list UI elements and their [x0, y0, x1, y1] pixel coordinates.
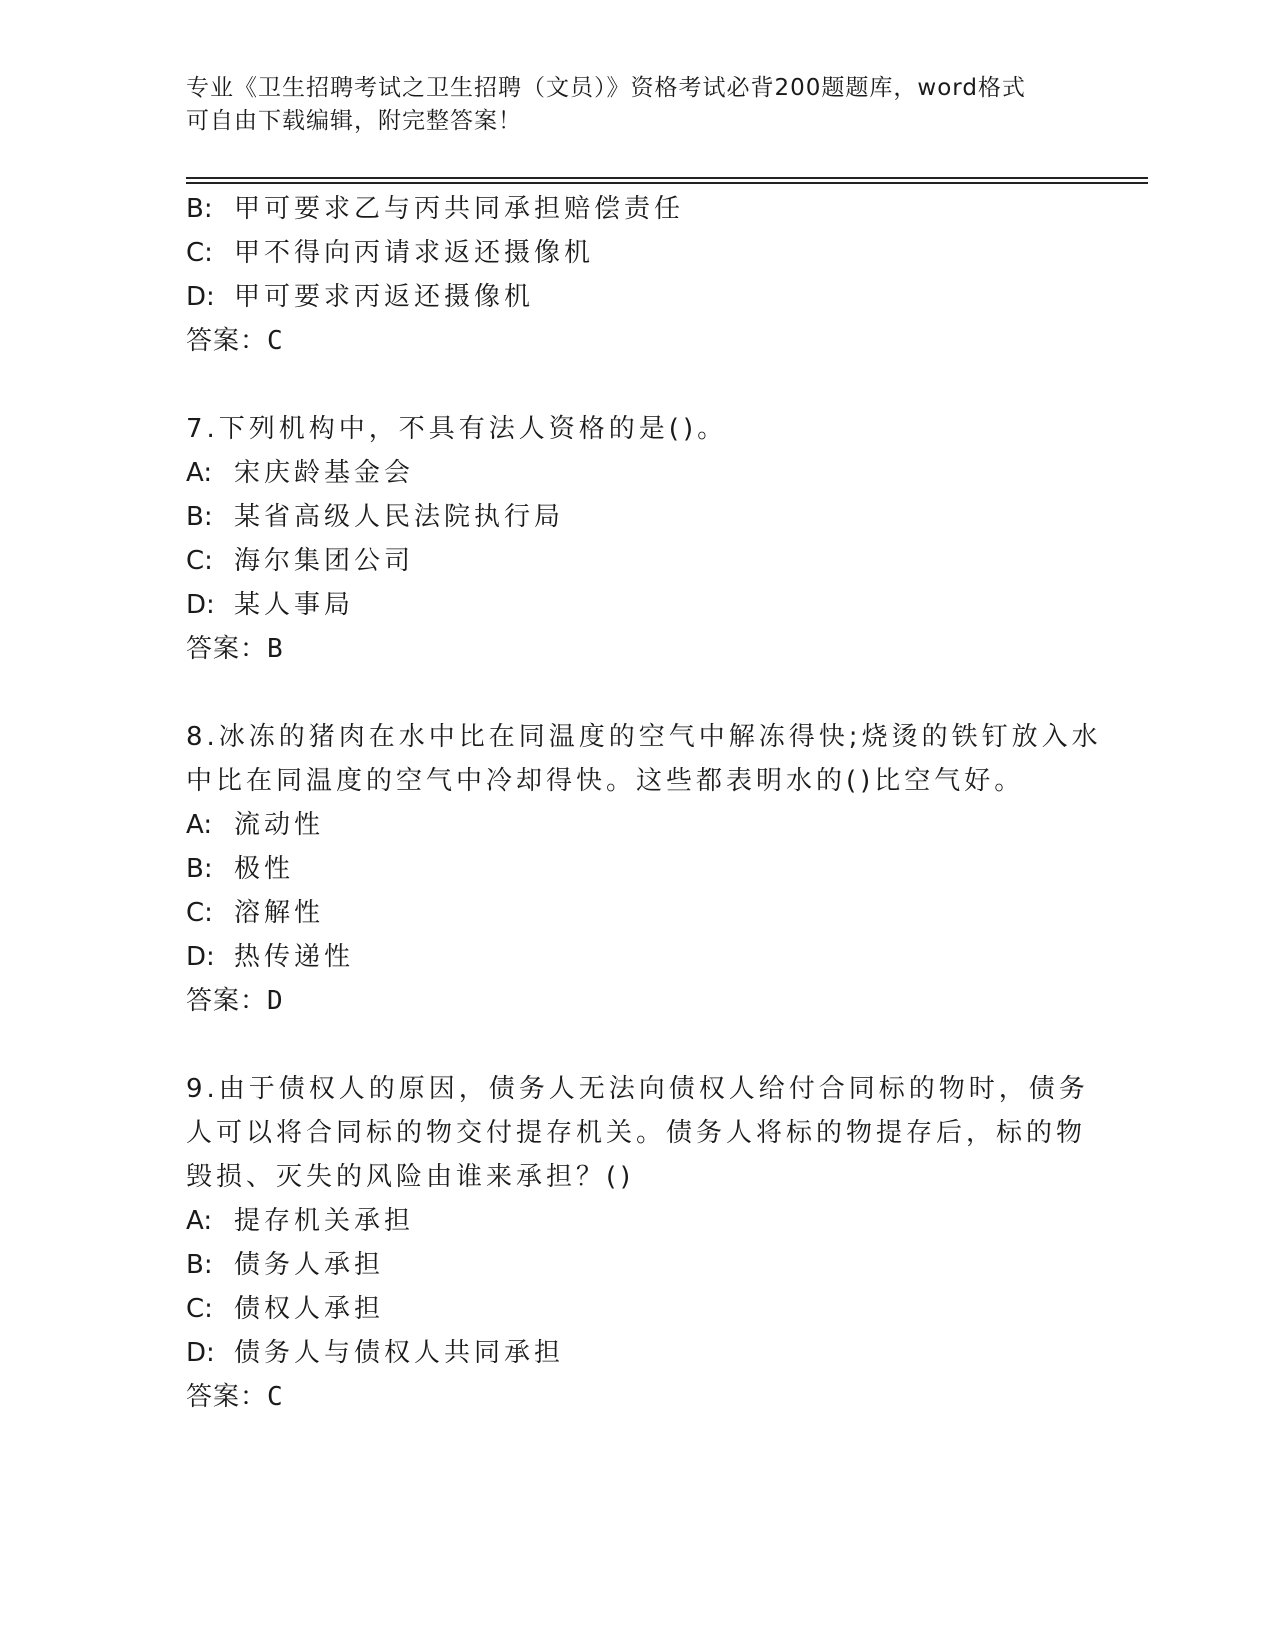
- option-text: 海尔集团公司: [234, 546, 415, 576]
- option-text: 溶解性: [234, 898, 325, 928]
- option-key: B:: [186, 502, 213, 532]
- option-text: 提存机关承担: [234, 1206, 415, 1236]
- q9-option-c: [186, 1293, 384, 1325]
- option-key: B:: [186, 1250, 213, 1280]
- header-line-2: 可自由下载编辑，附完整答案！: [186, 108, 522, 134]
- q8-option-a: [186, 809, 324, 841]
- option-text: 甲可要求丙返还摄像机: [234, 282, 535, 312]
- option-text: 热传递性: [234, 942, 355, 972]
- option-key: A:: [186, 458, 213, 488]
- q7-option-c: [186, 545, 414, 577]
- q8-stem-line-1: 8.冰冻的猪肉在水中比在同温度的空气中解冻得快;烧烫的铁钉放入水: [186, 722, 1102, 752]
- option-text: 债务人与债权人共同承担: [234, 1338, 565, 1368]
- option-text: 流动性: [234, 810, 325, 840]
- option-key: C:: [186, 898, 213, 928]
- q9-stem-line-1: 9.由于债权人的原因，债务人无法向债权人给付合同标的物时，债务: [186, 1074, 1089, 1104]
- q7-answer: 答案：B: [186, 634, 284, 664]
- option-text: 某省高级人民法院执行局: [234, 502, 565, 532]
- q7-stem: 7.下列机构中，不具有法人资格的是()。: [186, 414, 728, 444]
- q6-answer: 答案：C: [186, 326, 284, 356]
- header-divider-top: [186, 177, 1148, 179]
- option-key: C:: [186, 238, 213, 268]
- document-header: [186, 72, 1066, 138]
- option-text: 甲不得向丙请求返还摄像机: [234, 238, 595, 268]
- option-key: A:: [186, 1206, 213, 1236]
- q6-option-c: [186, 237, 594, 269]
- q9-answer: 答案：C: [186, 1382, 284, 1412]
- q7-option-d: [186, 589, 354, 621]
- q8-stem-line-2: 中比在同温度的空气中冷却得快。这些都表明水的()比空气好。: [186, 766, 1025, 796]
- option-text: 宋庆龄基金会: [234, 458, 415, 488]
- option-key: C:: [186, 546, 213, 576]
- q8-option-d: [186, 941, 354, 973]
- option-key: D:: [186, 1338, 215, 1368]
- header-line-1: 专业《卫生招聘考试之卫生招聘（文员）》资格考试必背200题题库，word格式: [186, 75, 1026, 101]
- q9-option-b: [186, 1249, 384, 1281]
- q7-option-a: [186, 457, 414, 489]
- q8-answer: 答案：D: [186, 986, 284, 1016]
- option-key: D:: [186, 942, 215, 972]
- option-key: B:: [186, 854, 213, 884]
- option-key: D:: [186, 590, 215, 620]
- option-key: B:: [186, 194, 213, 224]
- option-key: A:: [186, 810, 213, 840]
- option-text: 某人事局: [234, 590, 355, 620]
- option-key: C:: [186, 1294, 213, 1324]
- option-text: 债权人承担: [234, 1294, 385, 1324]
- q9-stem-line-2: 人可以将合同标的物交付提存机关。债务人将标的物提存后，标的物: [186, 1118, 1087, 1148]
- option-text: 甲可要求乙与丙共同承担赔偿责任: [234, 194, 685, 224]
- option-text: 极性: [234, 854, 295, 884]
- header-divider-bottom: [186, 182, 1148, 184]
- q6-option-d: [186, 281, 534, 313]
- q8-option-b: [186, 853, 294, 885]
- q9-option-d: [186, 1337, 564, 1369]
- q9-stem-line-3: 毁损、灭失的风险由谁来承担？(): [186, 1162, 635, 1192]
- q7-option-b: [186, 501, 564, 533]
- option-text: 债务人承担: [234, 1250, 385, 1280]
- q6-option-b: [186, 193, 684, 225]
- q8-option-c: [186, 897, 324, 929]
- option-key: D:: [186, 282, 215, 312]
- q9-option-a: [186, 1205, 414, 1237]
